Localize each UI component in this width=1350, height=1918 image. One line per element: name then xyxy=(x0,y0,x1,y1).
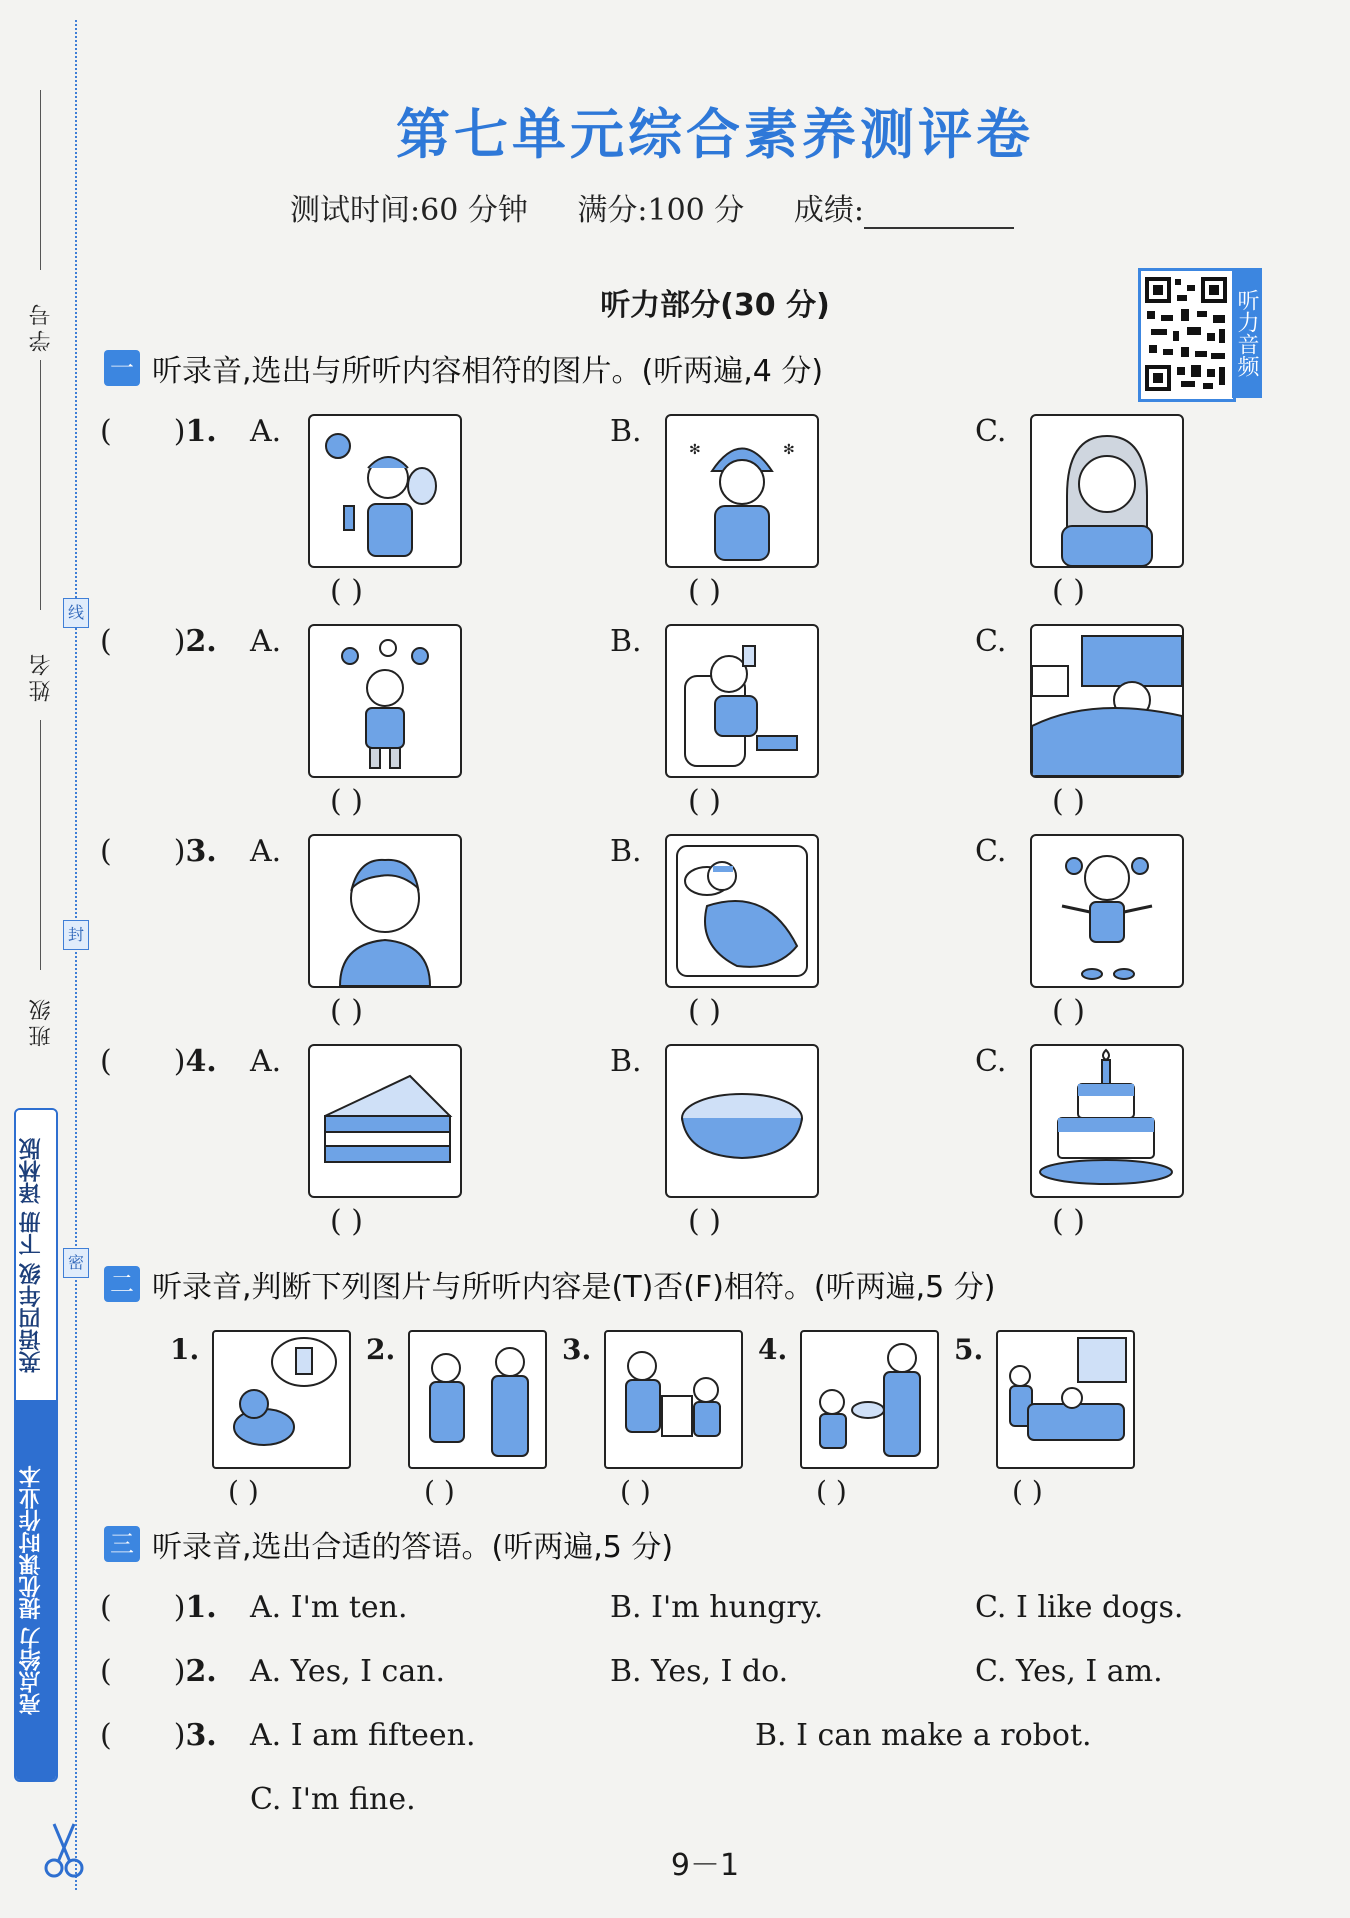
part2-item-2-number: 2. xyxy=(366,1333,396,1366)
cut-tag-line: 线 xyxy=(63,598,89,628)
option-b-label: B. xyxy=(610,1044,642,1079)
part2-answer-blank-2[interactable]: ( ) xyxy=(424,1475,455,1508)
option-a-crying-boy-picture[interactable] xyxy=(308,834,462,988)
part2-mother-giving-cake-picture[interactable] xyxy=(800,1330,939,1469)
part2-two-people-picture[interactable] xyxy=(408,1330,547,1469)
option-a-label: A. xyxy=(250,414,282,449)
part3-question-1: ( )1. xyxy=(100,1590,217,1625)
cut-tag-secret: 密 xyxy=(63,1248,89,1278)
answer-blank-b[interactable]: ( ) xyxy=(688,784,721,819)
part3-q2-option-b[interactable]: B. Yes, I do. xyxy=(610,1654,789,1689)
answer-blank-b[interactable]: ( ) xyxy=(688,574,721,609)
name-line-top xyxy=(40,360,41,610)
page-title: 第七单元综合素养测评卷 xyxy=(396,103,1034,166)
part3-q1-option-b[interactable]: B. I'm hungry. xyxy=(610,1590,824,1625)
section-2-instruction: 听录音,判断下列图片与所听内容是(T)否(F)相符。(听两遍,5 分) xyxy=(152,1270,996,1305)
part2-answer-blank-5[interactable]: ( ) xyxy=(1012,1475,1043,1508)
option-a-hungry-boy-picture[interactable] xyxy=(308,624,462,778)
part1-question-2: ( )2. A. B. C. ( ) ( ) ( ) xyxy=(100,624,1280,824)
svg-text:✻: ✻ xyxy=(689,442,701,458)
listening-heading: 听力部分(30 分) xyxy=(600,288,830,323)
book-label-band xyxy=(14,1108,58,1782)
option-c-tired-girl-picture[interactable] xyxy=(1030,624,1184,778)
section-3-number: 三 xyxy=(104,1526,140,1562)
student-id-label: 学号 xyxy=(29,300,54,352)
answer-blank-c[interactable]: ( ) xyxy=(1052,1204,1085,1239)
part2-item-4-number: 4. xyxy=(758,1333,788,1366)
cut-tag-seal: 封 xyxy=(63,920,89,950)
section-2-number: 二 xyxy=(104,1266,140,1302)
part1-question-3: ( )3. A. B. C. ( ) ( ) ( ) xyxy=(100,834,1280,1034)
score-blank[interactable] xyxy=(864,201,1014,229)
page-number: 9－1 xyxy=(670,1848,740,1883)
section-2-heading xyxy=(104,1262,996,1306)
option-b-label: B. xyxy=(610,624,642,659)
score-label: 成绩: xyxy=(794,193,1054,228)
part2-answer-blank-1[interactable]: ( ) xyxy=(228,1475,259,1508)
part2-item-5-number: 5. xyxy=(954,1333,984,1366)
section-1-instruction: 听录音,选出与所听内容相符的图片。(听两遍,4 分) xyxy=(152,354,824,389)
test-meta xyxy=(290,185,1094,229)
option-a-hot-boy-picture[interactable] xyxy=(308,414,462,568)
part2-item-3-number: 3. xyxy=(562,1333,592,1366)
part3-question-3: ( )3. xyxy=(100,1718,217,1753)
answer-blank-a[interactable]: ( ) xyxy=(330,784,363,819)
section-1-number: 一 xyxy=(104,350,140,386)
full-score: 满分:100 分 xyxy=(577,193,745,228)
part3-q3-option-a[interactable]: A. I am fifteen. xyxy=(250,1718,476,1753)
option-b-label: B. xyxy=(610,834,642,869)
option-a-label: A. xyxy=(250,834,282,869)
option-c-birthday-cake-picture[interactable] xyxy=(1030,1044,1184,1198)
part3-question-2: ( )2. xyxy=(100,1654,217,1689)
qr-code-icon[interactable] xyxy=(1138,268,1236,402)
part3-q2-option-a[interactable]: A. Yes, I can. xyxy=(250,1654,446,1689)
class-line xyxy=(40,720,41,970)
section-3-instruction: 听录音,选出合适的答语。(听两遍,5 分) xyxy=(152,1530,674,1565)
option-b-ill-boy-in-bed-picture[interactable] xyxy=(665,834,819,988)
part1-question-1: ( )1. A. B. ✻ ✻ C. ( ) ( ) ( ) xyxy=(100,414,1280,614)
test-time: 测试时间:60 分钟 xyxy=(290,193,528,228)
part2-sick-child-in-bed-picture[interactable] xyxy=(996,1330,1135,1469)
option-a-label: A. xyxy=(250,624,282,659)
option-c-label: C. xyxy=(975,1044,1007,1079)
option-c-label: C. xyxy=(975,624,1007,659)
part3-q2-option-c[interactable]: C. Yes, I am. xyxy=(975,1654,1163,1689)
option-a-sandwich-picture[interactable] xyxy=(308,1044,462,1198)
answer-blank-a[interactable]: ( ) xyxy=(330,574,363,609)
answer-blank-b[interactable]: ( ) xyxy=(688,994,721,1029)
part2-dog-thinking-water-picture[interactable] xyxy=(212,1330,351,1469)
answer-blank-b[interactable]: ( ) xyxy=(688,1204,721,1239)
part2-answer-blank-4[interactable]: ( ) xyxy=(816,1475,847,1508)
class-label: 班级 xyxy=(29,995,54,1047)
book-series: 亮点给力 提优课时作业本 xyxy=(19,1465,44,1715)
section-1-heading xyxy=(104,346,823,390)
answer-blank-a[interactable]: ( ) xyxy=(330,994,363,1029)
part1-question-4: ( )4. A. B. C. ( ) ( ) ( ) xyxy=(100,1044,1280,1244)
part3-q3-option-c[interactable]: C. I'm fine. xyxy=(250,1782,416,1817)
option-c-happy-girl-picture[interactable] xyxy=(1030,834,1184,988)
option-b-thirsty-girl-picture[interactable] xyxy=(665,624,819,778)
option-a-label: A. xyxy=(250,1044,282,1079)
option-b-label: B. xyxy=(610,414,642,449)
option-c-label: C. xyxy=(975,834,1007,869)
answer-blank-c[interactable]: ( ) xyxy=(1052,574,1085,609)
option-b-cold-girl-picture[interactable] xyxy=(665,414,819,568)
section-3-heading xyxy=(104,1522,673,1566)
name-label: 姓名 xyxy=(29,650,54,702)
qr-label: 听力音频 xyxy=(1232,268,1262,398)
part2-man-and-boy-chair-picture[interactable] xyxy=(604,1330,743,1469)
part3-q1-option-c[interactable]: C. I like dogs. xyxy=(975,1590,1184,1625)
answer-blank-c[interactable]: ( ) xyxy=(1052,784,1085,819)
option-b-pie-picture[interactable] xyxy=(665,1044,819,1198)
part3-q3-option-b[interactable]: B. I can make a robot. xyxy=(755,1718,1092,1753)
answer-blank-c[interactable]: ( ) xyxy=(1052,994,1085,1029)
answer-blank-a[interactable]: ( ) xyxy=(330,1204,363,1239)
part2-answer-blank-3[interactable]: ( ) xyxy=(620,1475,651,1508)
svg-text:✻: ✻ xyxy=(783,442,795,458)
option-c-label: C. xyxy=(975,414,1007,449)
book-edition: 英语四年级 下册 译林版 xyxy=(19,1137,44,1373)
part2-item-1-number: 1. xyxy=(170,1333,200,1366)
part3-q1-option-a[interactable]: A. I'm ten. xyxy=(250,1590,408,1625)
option-c-sad-girl-picture[interactable] xyxy=(1030,414,1184,568)
